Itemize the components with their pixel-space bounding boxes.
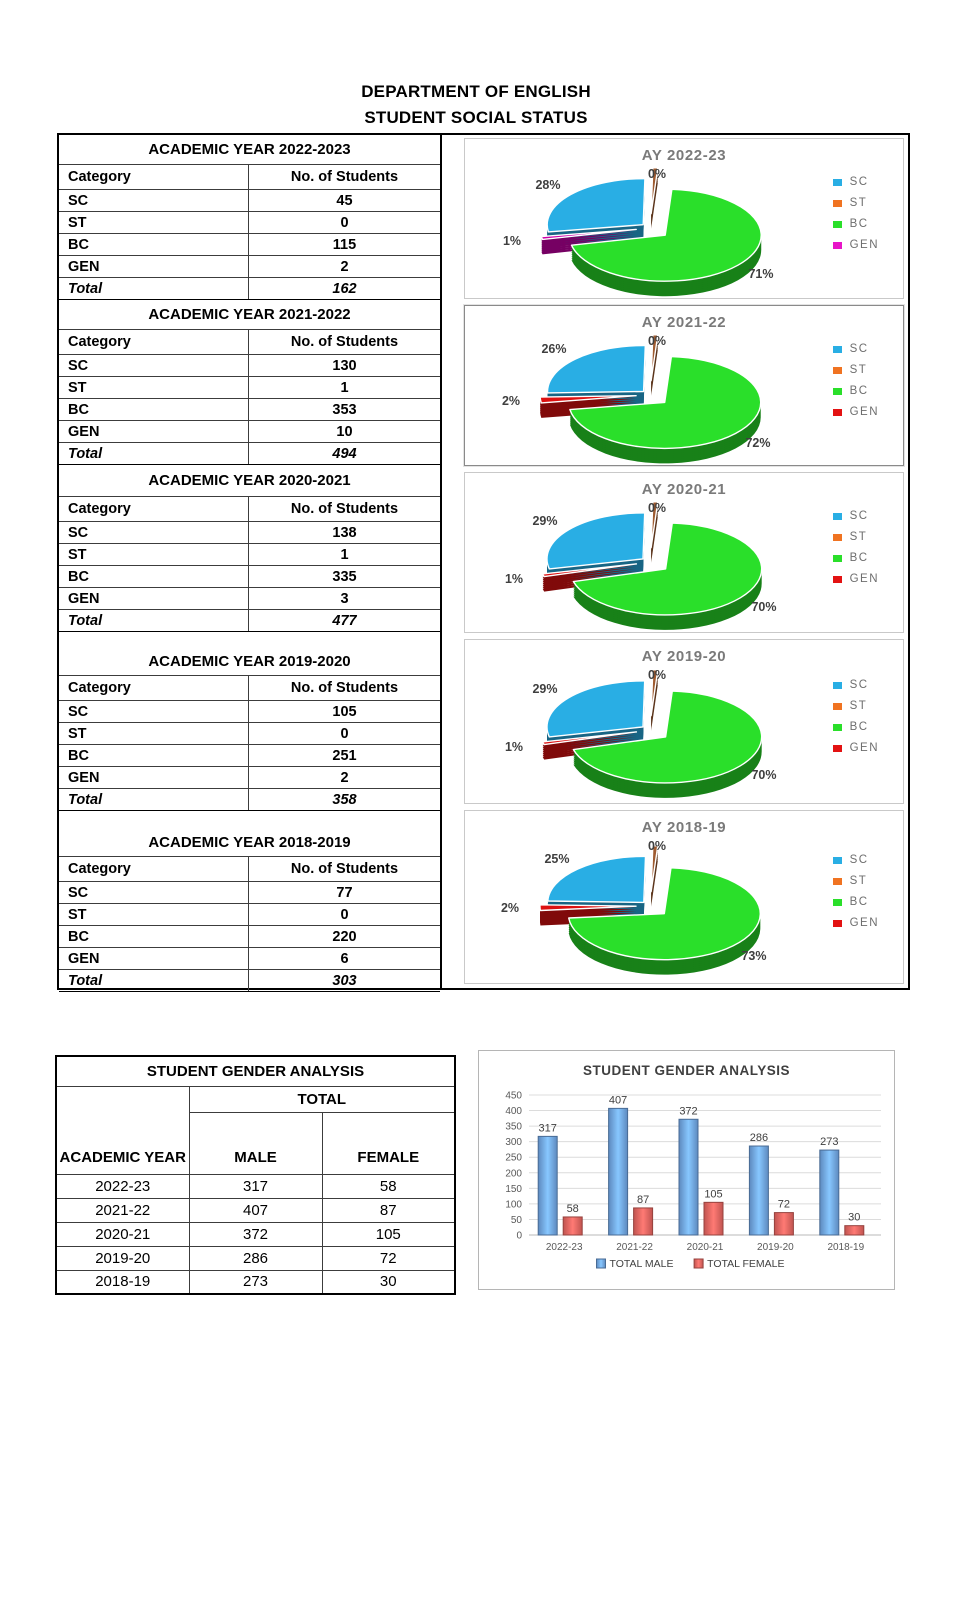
category-cell: SC [59,882,249,903]
bar-male [749,1146,768,1235]
category-cell: GEN [59,421,249,442]
gender-row [56,1222,455,1246]
legend-item-gen [833,742,879,754]
academic-year-header: ACADEMIC YEAR 2018-2019 [59,811,440,857]
y-axis-tick-label: 0 [516,1230,522,1242]
table-row [59,745,440,767]
students-column-header: No. of Students [290,680,399,696]
legend-label: GEN [849,239,879,251]
students-cell: 130 [332,357,357,374]
legend-item-st [833,364,879,376]
students-cell: 0 [340,214,349,231]
category-column-header: Category [59,165,249,189]
legend-item-gen [833,406,879,418]
pie-percent-label: 29% [532,682,558,696]
legend-swatch-icon [833,242,842,249]
students-cell: 2 [340,769,349,786]
gender-male-cell: 317 [189,1174,322,1198]
gender-year-cell: 2020-21 [56,1222,189,1246]
pie-charts-column [442,135,908,988]
legend-label: SC [849,510,869,522]
gender-male-cell: 407 [189,1198,322,1222]
legend-swatch-icon [833,388,842,395]
students-cell: 115 [332,236,357,253]
bar-legend-label: TOTAL FEMALE [707,1258,785,1270]
legend-label: ST [849,197,868,209]
bar-female [845,1226,864,1235]
table-row [59,926,440,948]
legend-label: GEN [849,742,879,754]
page-subtitle: STUDENT SOCIAL STATUS [364,108,588,127]
category-cell: ST [59,377,249,398]
pie-percent-label: 2% [501,394,521,408]
bar-value-label: 30 [848,1211,861,1224]
bar-male [609,1108,628,1235]
legend-swatch-icon [833,513,842,520]
gender-row [56,1198,455,1222]
total-row [59,443,440,465]
students-cell: 1 [340,379,349,396]
total-label: Total [59,970,249,991]
pie-percent-label: 25% [544,852,570,866]
x-axis-category-label: 2018-19 [827,1242,865,1253]
bar-female [634,1208,653,1235]
y-axis-tick-label: 350 [505,1121,522,1133]
table-row [59,767,440,789]
category-cell: SC [59,190,249,211]
legend-item-bc [833,721,879,733]
legend-swatch-icon [833,920,842,927]
bar-value-label: 317 [538,1122,557,1135]
pie-legend [833,176,879,251]
table-row [59,421,440,443]
pie-percent-label: 0% [647,167,667,181]
legend-label: BC [849,721,869,733]
table-row [59,904,440,926]
bar-female [774,1213,793,1235]
bar-value-label: 72 [777,1198,791,1211]
y-axis-tick-label: 400 [505,1106,522,1118]
pie-chart-title: AY 2018-19 [641,819,727,836]
y-axis-tick-label: 300 [505,1137,522,1149]
students-cell: 1 [340,546,349,563]
bar-value-label: 407 [608,1094,628,1107]
column-header-row [59,330,440,355]
pie-legend [833,510,879,585]
gender-row [56,1246,455,1270]
bar-legend-label: TOTAL MALE [609,1258,674,1270]
pie-percent-label: 1% [504,572,524,586]
category-cell: BC [59,234,249,255]
pie-chart-box [464,810,904,984]
legend-swatch-icon [833,179,842,186]
academic-year-table [59,465,440,632]
legend-item-sc [833,343,879,355]
students-cell: 251 [332,747,357,764]
table-row [59,355,440,377]
category-cell: SC [59,701,249,722]
pie-percent-label: 0% [647,501,667,515]
legend-swatch-icon [833,576,842,583]
category-column-header: Category [59,857,249,881]
legend-label: SC [849,343,869,355]
legend-item-sc [833,854,879,866]
students-cell: 138 [332,524,357,541]
legend-item-bc [833,218,879,230]
legend-label: ST [849,875,868,887]
total-row [59,278,440,300]
total-label: Total [59,278,249,299]
legend-swatch-icon [833,703,842,710]
total-label: Total [59,443,249,464]
academic-year-header: ACADEMIC YEAR 2021-2022 [59,300,440,330]
y-axis-tick-label: 50 [510,1214,522,1226]
total-value: 494 [332,445,357,462]
gender-female-cell: 58 [322,1174,455,1198]
students-column-header: No. of Students [290,861,399,877]
category-cell: GEN [59,588,249,609]
column-header-row [59,857,440,882]
y-axis-tick-label: 450 [505,1090,522,1102]
legend-swatch-icon [833,899,842,906]
students-cell: 220 [332,928,357,945]
category-cell: SC [59,522,249,543]
total-value: 162 [332,280,357,297]
pie-chart-title: AY 2021-22 [641,314,727,331]
category-column-header: Category [59,676,249,700]
column-header-row [59,676,440,701]
legend-item-gen [833,239,879,251]
legend-item-sc [833,510,879,522]
pie-chart-title: AY 2022-23 [641,147,727,164]
x-axis-category-label: 2020-21 [686,1242,724,1253]
legend-item-bc [833,896,879,908]
pie-percent-label: 1% [504,740,524,754]
total-label: Total [59,789,249,810]
total-row [59,789,440,811]
legend-swatch-icon [833,682,842,689]
gender-female-cell: 105 [322,1222,455,1246]
legend-swatch-icon [833,367,842,374]
bar-value-label: 273 [820,1136,839,1149]
social-tables-column [59,135,442,988]
category-cell: ST [59,723,249,744]
legend-swatch-icon [833,745,842,752]
legend-label: ST [849,364,868,376]
gender-female-cell: 30 [322,1270,455,1294]
pie-chart-box [464,472,904,633]
column-header-row [59,497,440,522]
y-axis-tick-label: 150 [505,1183,522,1195]
gender-year-cell: 2019-20 [56,1246,189,1270]
gender-female-cell: 72 [322,1246,455,1270]
legend-swatch-icon [833,409,842,416]
legend-swatch-icon [833,534,842,541]
gender-row [56,1270,455,1294]
gender-year-cell: 2022-23 [56,1174,189,1198]
legend-swatch-icon [597,1259,606,1268]
gender-table-title: STUDENT GENDER ANALYSIS [56,1056,455,1086]
table-row [59,190,440,212]
legend-label: SC [849,176,869,188]
category-cell: ST [59,212,249,233]
bar-chart-title: STUDENT GENDER ANALYSIS [582,1063,791,1078]
pie-chart-title: AY 2020-21 [641,481,727,498]
gender-col-academic-year: ACADEMIC YEAR [56,1086,189,1174]
legend-label: GEN [849,573,879,585]
students-cell: 2 [340,258,349,275]
pie-legend [833,679,879,754]
students-cell: 0 [340,906,349,923]
table-row [59,566,440,588]
gender-year-cell: 2018-19 [56,1270,189,1294]
legend-item-bc [833,552,879,564]
academic-year-header: ACADEMIC YEAR 2019-2020 [59,632,440,676]
legend-swatch-icon [833,878,842,885]
gender-female-cell: 87 [322,1198,455,1222]
legend-item-gen [833,917,879,929]
category-cell: ST [59,904,249,925]
y-axis-tick-label: 100 [505,1199,522,1211]
pie-percent-label: 29% [532,514,558,528]
students-cell: 353 [332,401,357,418]
total-label: Total [59,610,249,631]
legend-label: ST [849,700,868,712]
legend-swatch-icon [833,221,842,228]
bar-value-label: 286 [749,1132,769,1145]
y-axis-tick-label: 200 [505,1168,522,1180]
bar-value-label: 87 [636,1193,650,1206]
students-cell: 0 [340,725,349,742]
academic-year-table [59,632,440,811]
legend-label: GEN [849,917,879,929]
bar-value-label: 105 [704,1188,723,1201]
pie-percent-label: 70% [751,600,777,614]
legend-swatch-icon [694,1259,703,1268]
pie-percent-label: 0% [647,334,667,348]
table-row [59,588,440,610]
bar-male [679,1119,698,1235]
category-cell: GEN [59,767,249,788]
table-row [59,377,440,399]
gender-male-cell: 286 [189,1246,322,1270]
gender-bar-chart [478,1050,895,1290]
total-row [59,610,440,632]
category-cell: BC [59,745,249,766]
pie-chart-title: AY 2019-20 [641,648,727,665]
page-title: DEPARTMENT OF ENGLISH [361,82,591,101]
pie-percent-label: 2% [500,901,520,915]
gender-male-cell: 372 [189,1222,322,1246]
pie-percent-label: 72% [745,436,771,450]
gender-col-male: MALE [189,1112,322,1174]
pie-percent-label: 28% [535,178,561,192]
legend-item-st [833,197,879,209]
legend-item-bc [833,385,879,397]
pie-slice-st [651,846,658,907]
x-axis-category-label: 2021-22 [616,1242,653,1253]
legend-label: ST [849,531,868,543]
category-column-header: Category [59,330,249,354]
legend-item-st [833,875,879,887]
pie-chart-box [464,138,904,299]
table-row [59,882,440,904]
total-value: 303 [332,972,357,989]
pie-chart-box [464,639,904,804]
legend-item-st [833,700,879,712]
students-cell: 10 [336,423,353,440]
category-cell: BC [59,566,249,587]
pie-percent-label: 70% [751,768,777,782]
gender-col-female: FEMALE [322,1112,455,1174]
table-row [59,212,440,234]
bar-value-label: 372 [679,1105,698,1118]
pie-percent-label: 0% [647,839,667,853]
category-column-header: Category [59,497,249,521]
category-cell: BC [59,399,249,420]
total-row [59,970,440,992]
bar-male [538,1136,557,1235]
category-cell: SC [59,355,249,376]
legend-item-st [833,531,879,543]
table-row [59,234,440,256]
students-cell: 335 [332,568,357,585]
table-row [59,399,440,421]
bar-value-label: 58 [566,1202,579,1215]
gender-row [56,1174,455,1198]
gender-col-total: TOTAL [189,1086,455,1112]
table-row [59,522,440,544]
pie-percent-label: 1% [502,234,522,248]
total-value: 477 [332,612,357,629]
pie-percent-label: 73% [741,949,767,963]
bar-male [820,1150,839,1235]
legend-label: SC [849,679,869,691]
legend-label: SC [849,854,869,866]
legend-item-gen [833,573,879,585]
students-cell: 105 [332,703,357,720]
category-cell: BC [59,926,249,947]
students-column-header: No. of Students [290,169,399,185]
pie-chart-box [464,305,904,466]
students-column-header: No. of Students [290,501,399,517]
students-cell: 45 [336,192,353,209]
legend-label: BC [849,552,869,564]
legend-swatch-icon [833,346,842,353]
pie-percent-label: 0% [647,668,667,682]
academic-year-header: ACADEMIC YEAR 2020-2021 [59,465,440,497]
x-axis-category-label: 2019-20 [757,1242,794,1253]
bar-female [563,1217,582,1235]
pie-legend [833,854,879,929]
category-cell: GEN [59,256,249,277]
legend-item-sc [833,176,879,188]
legend-label: GEN [849,406,879,418]
pie-percent-label: 71% [748,267,774,281]
legend-item-sc [833,679,879,691]
legend-swatch-icon [833,555,842,562]
gender-table [55,1055,456,1295]
legend-label: BC [849,218,869,230]
table-row [59,544,440,566]
bar-female [704,1202,723,1235]
academic-year-table [59,811,440,992]
students-cell: 77 [336,884,353,901]
table-row [59,256,440,278]
table-row [59,701,440,723]
category-cell: ST [59,544,249,565]
legend-label: BC [849,896,869,908]
gender-male-cell: 273 [189,1270,322,1294]
legend-label: BC [849,385,869,397]
students-cell: 6 [340,950,349,967]
y-axis-tick-label: 250 [505,1152,522,1164]
total-value: 358 [332,791,357,808]
students-cell: 3 [340,590,349,607]
table-row [59,723,440,745]
academic-year-table [59,135,440,300]
academic-year-table [59,300,440,465]
x-axis-category-label: 2022-23 [545,1242,583,1253]
pie-percent-label: 26% [541,342,567,356]
legend-swatch-icon [833,857,842,864]
column-header-row [59,165,440,190]
academic-year-header: ACADEMIC YEAR 2022-2023 [59,135,440,165]
table-row [59,948,440,970]
social-status-section [57,133,910,990]
pie-legend [833,343,879,418]
legend-swatch-icon [833,724,842,731]
students-column-header: No. of Students [290,334,399,350]
category-cell: GEN [59,948,249,969]
legend-swatch-icon [833,200,842,207]
gender-year-cell: 2021-22 [56,1198,189,1222]
